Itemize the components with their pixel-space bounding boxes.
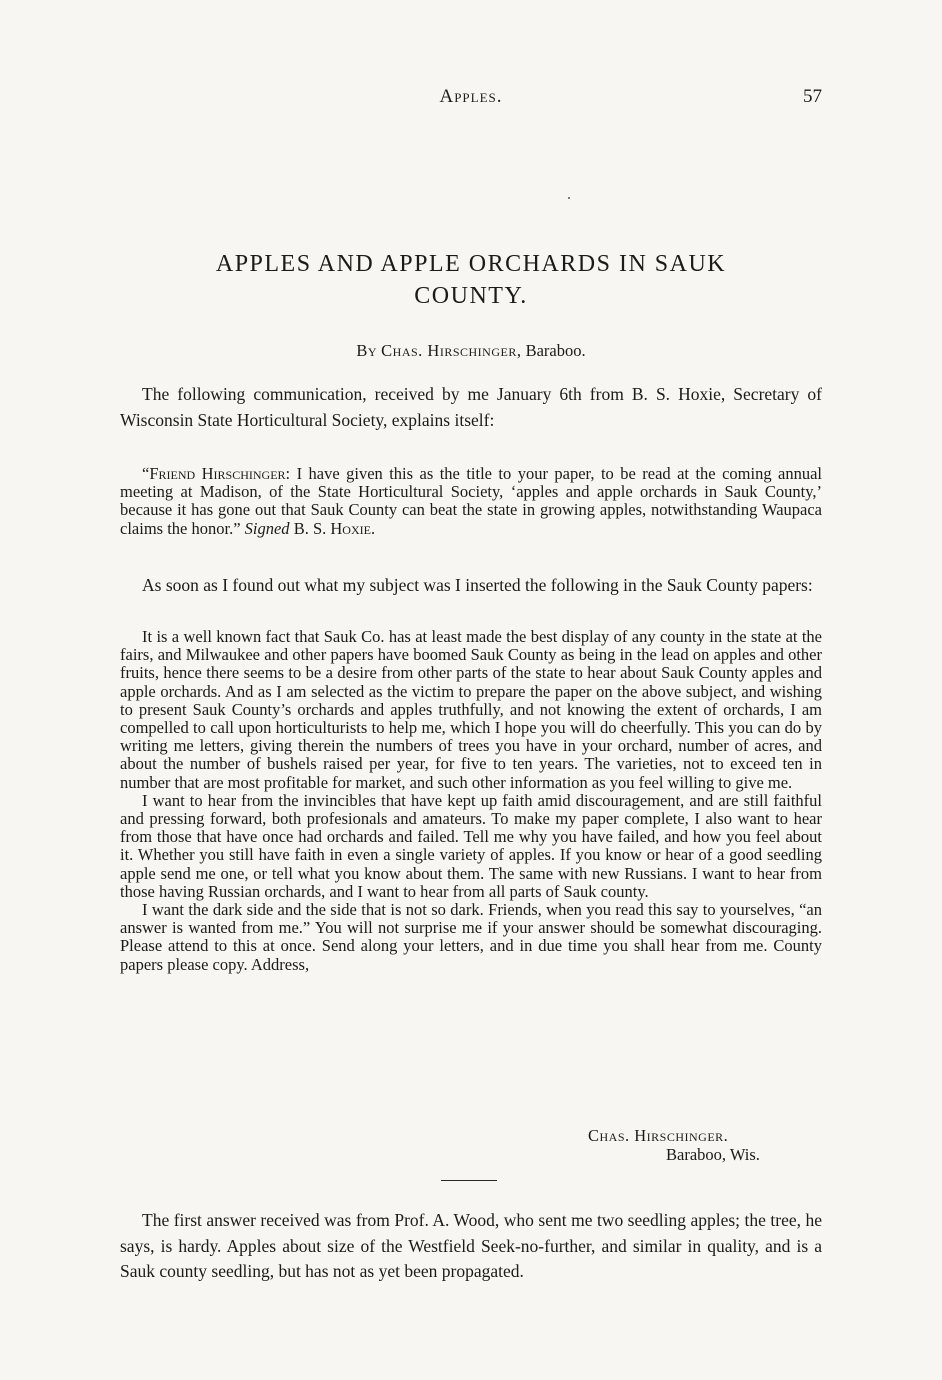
letter-signer-initials: B. S. <box>289 518 331 538</box>
section-divider <box>441 1180 497 1181</box>
page-number: 57 <box>803 86 822 107</box>
article-title-line-1: APPLES AND APPLE ORCHARDS IN SAUK <box>215 251 727 277</box>
byline-place: Baraboo. <box>521 341 586 360</box>
intro-block <box>120 382 822 433</box>
notice-paragraph-3: I want the dark side and the side that is not so dark. Friends, when you read this say to yourselves, “an answer is wanted from me.” You will not surprise me if your answer should be somewhat discouraging. Please attend to this at once. Send along your letters, and in due time you shall hear from me. County papers please copy. Address, <box>120 900 822 974</box>
first-answer-paragraph: The first answer received was from Prof. A. Wood, who sent me two seedling apples; the tree, he says, is hardy. Apples about size of the Westfield Seek-no-further, and similar in quality, and is a Sauk county seedling, but has not as yet been propagated. <box>120 1210 822 1281</box>
signature-block <box>120 1127 822 1164</box>
article-title-line-2: COUNTY. <box>414 283 528 309</box>
article-title <box>120 248 822 312</box>
signature-name: Chas. Hirschinger. <box>588 1126 729 1145</box>
as-soon-paragraph: As soon as I found out what my subject was I inserted the following in the Sauk County papers: <box>142 575 813 595</box>
signature-place: Baraboo, Wis. <box>666 1144 760 1164</box>
hoxie-letter-block <box>120 465 822 538</box>
byline-author: Chas. Hirschinger, <box>381 341 522 360</box>
letter-body: I have given this as the title to your paper, to be read at the coming annual meeting at Madison, of the State Horticultural Society, ‘apples and apple orchards in Sauk County,’ because it has gone out that Sauk County can beat the state in growing apples, notwithstanding Waupaca claims the honor.” <box>120 464 822 538</box>
hoxie-letter <box>120 465 822 538</box>
letter-salutation: “Friend Hirschinger: <box>142 464 291 483</box>
newspaper-notice <box>120 628 822 974</box>
ink-speck <box>568 197 570 199</box>
intro-paragraph: The following communication, received by me January 6th from B. S. Hoxie, Secretary of Wisconsin State Horticultural Society, explains itself: <box>120 384 822 430</box>
notice-paragraph-2: I want to hear from the invincibles that have kept up faith amid discouragement, and are still faithful and pressing forward, both profesionals and amateurs. To make my paper complete, I also want to hear from those that have once had orchards and failed. Tell me why you have failed, and how you feel about it. Whether you still have faith in even a single variety of apples. If you know or hear of a good seedling apple send me one, or tell what you know about them. The same with new Russians. I want to hear from those having Russian orchards, and I want to hear from all parts of Sauk county. <box>120 790 822 901</box>
byline <box>120 341 822 361</box>
letter-signer-name: Hoxie. <box>330 518 376 538</box>
letter-signed: Signed <box>244 518 290 538</box>
first-answer-block <box>120 1208 822 1285</box>
byline-prefix: By <box>356 341 378 360</box>
running-head <box>120 86 822 112</box>
as-soon-block <box>120 573 822 599</box>
running-title: Apples. <box>439 86 503 107</box>
notice-paragraph-1: It is a well known fact that Sauk Co. has at least made the best display of any county in the state at the fairs, and Milwaukee and other papers have boomed Sauk County as being in the lead on apples and other fruits, hence there seems to be a desire from other parts of the state to hear about Sauk County apples and apple orchards. And as I am selected as the victim to prepare the paper on the above subject, and wishing to present Sauk County’s orchards and apples truthfully, and not knowing the extent of orchards, I am compelled to call upon horticulturists to help me, which I hope you will do cheerfully. This you can do by writing me letters, giving therein the numbers of trees you have in your orchard, number of acres, and about the number of bushels raised per year, for five to ten years. The varieties, not to exceed ten in number that are most profitable for market, and such other information as you feel willing to give me. <box>120 627 822 792</box>
